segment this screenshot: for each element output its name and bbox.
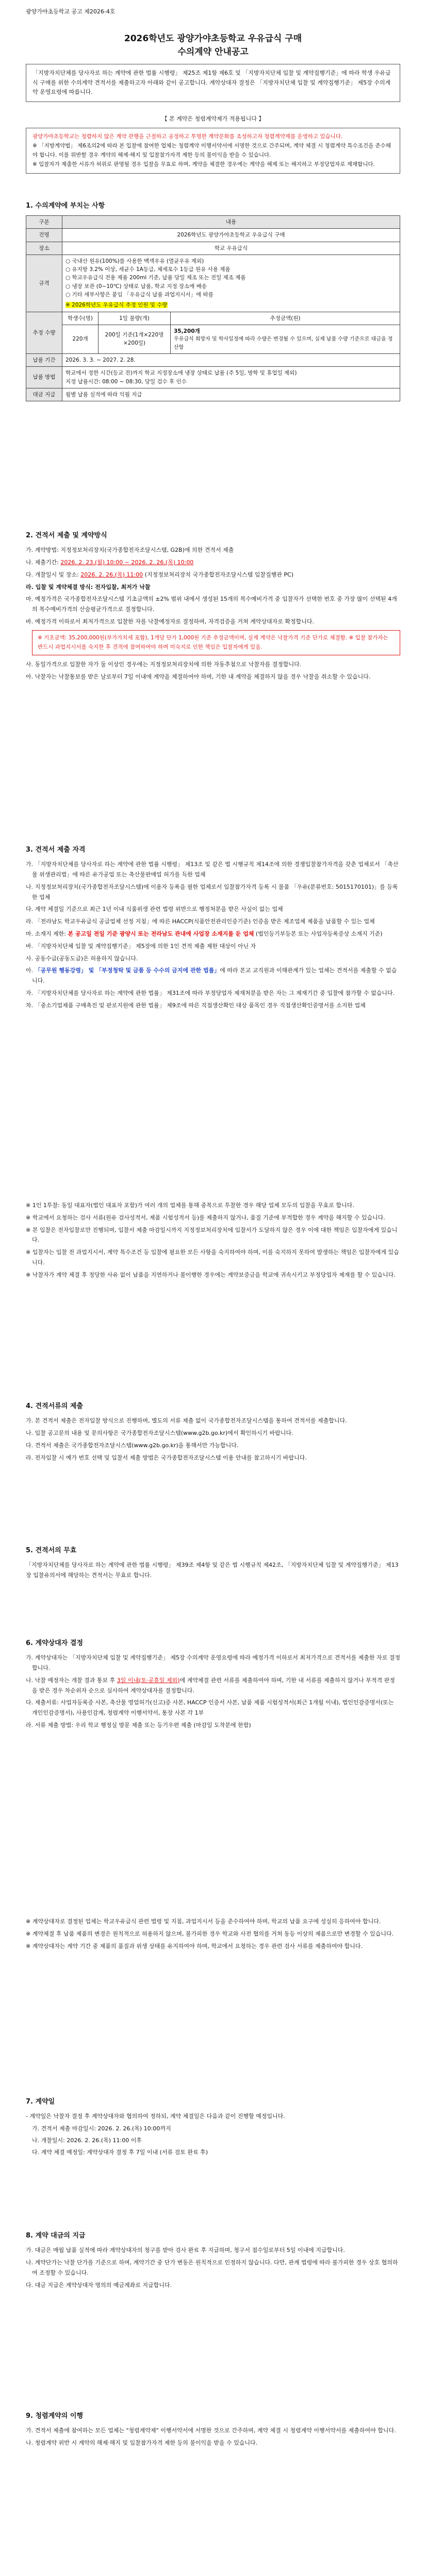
table-header: 내용 (62, 216, 400, 229)
paragraph (26, 965, 400, 986)
row-label: 납품 방법 (26, 367, 62, 388)
integrity-notice-box (26, 128, 400, 174)
paragraph: 나. 개찰일시: 2026. 2. 26.(목) 11:00 이후 (32, 2137, 142, 2144)
section-4 (26, 1401, 400, 1465)
paragraph: 다. 견적서 제출은 국가종합전자조달시스템(www.g2b.go.kr)을 통해서만 가능합니다. (26, 1442, 239, 1449)
paragraph: 가. 본 견적서 제출은 전자입찰 방식으로 진행하며, 별도의 서류 제출 없이 국가종합전자조달시스템을 통하여 견적서를 제출합니다. (26, 1417, 347, 1425)
section-7 (26, 2097, 400, 2159)
note: ※ 입찰자는 입찰 전 과업지시서, 계약 특수조건 등 입찰에 필요한 모든 사항을 숙지하여야 하며, 이를 숙지하지 못하여 발생하는 책임은 입찰자에게 있습니다. (26, 1249, 399, 1266)
delivery-method-line: 지정 납품시간: 08:00 ~ 08:30, 당일 검수 후 인수 (65, 378, 187, 385)
paragraph: 아. 낙찰자는 낙찰통보를 받은 날로부터 7일 이내에 계약을 체결하여야 하며, 기한 내 계약을 체결하지 않을 경우 낙찰을 취소할 수 있습니다. (26, 673, 371, 681)
note: ※ 계약상대자는 계약 기간 중 제품의 품질과 위생 상태를 유지하여야 하며, 학교에서 요청하는 경우 관련 검사 서류를 제출하여야 합니다. (26, 1942, 363, 1950)
paragraph: - 계약일은 낙찰자 결정 후 계약상대자와 협의하여 정하되, 계약 체결일은 다음과 같이 진행할 예정입니다. (26, 2113, 285, 2120)
section-title: 5. 견적서의 무효 (26, 1547, 77, 1554)
paragraph: 바. 예정가격 이하로서 최저가격으로 입찰한 자를 낙찰예정자로 결정하며, 자격검증을 거쳐 계약상대자로 확정합니다. (26, 618, 314, 625)
delivery-method (62, 367, 400, 388)
spec-line: ○ 국내산 원유(100%)를 사용한 백색우유 (멸균우유 제외) (65, 258, 204, 264)
section-title: 4. 견적서류의 제출 (26, 1402, 83, 1410)
ethics-law: 「공무원 행동강령」 및 「부정청탁 및 금품 등 수수의 금지에 관한 법률」 (35, 967, 220, 974)
section-6 (26, 1638, 400, 1733)
note: ※ 학교에서 요청하는 검사 서류(원유 검사성적서, 제품 시험성적서 등)를 제출하지 않거나, 품질 기준에 부적합한 경우 계약을 해지할 수 있습니다. (26, 1214, 385, 1221)
row-label: 장소 (26, 242, 62, 255)
announcement-number: 광양가야초등학교 공고 제2026-4호 (26, 8, 116, 15)
paragraph: 나. 입찰 공고문의 내용 및 문의사항은 국가종합전자조달시스템(www.g2b.go.kr)에서 확인하시기 바랍니다. (26, 1429, 293, 1436)
note: ※ 계약체결 후 납품 제품의 변경은 원칙적으로 허용하지 않으며, 불가피한 경우 학교와 사전 협의를 거쳐 동등 이상의 제품으로만 변경할 수 있습니다. (26, 1930, 394, 1937)
spec-cell (62, 255, 400, 312)
spec-line: ○ 학교우유급식 전용 제품 200ml 기준, 납품 당일 제조 또는 전일 제조 제품 (65, 275, 246, 281)
paragraph: 라. 서류 제출 방법: 우리 학교 행정실 방문 제출 또는 등기우편 제출 (마감일 도착분에 한함) (26, 1721, 251, 1728)
row-label: 추정 수량 (26, 312, 62, 354)
intro-box: 「지방자치단체를 당사자로 하는 계약에 관한 법률 시행령」 제25조 제1항 제6호 및 「지방자치단체 입찰 및 계약집행기준」에 따라 학생 우유급식 구매를 위한 수의계약 견적서를 제출하고자 아래와 같이 공고합니다. 계약상대자 결정은 「지방자치단체 입찰 및 계약집행기준」 제5장 수의계약 운영요령에 따릅니다. (26, 64, 400, 102)
qty-header: 1일 물량(개) (99, 312, 171, 325)
spec-line: ○ 유지방 3.2% 이상, 세균수 1A등급, 체세포수 1등급 원유 사용 제품 (65, 266, 231, 273)
label: (지정정보처리장치 국가종합전자조달시스템 입찰집행관 PC) (144, 571, 294, 578)
row-label: 규격 (26, 255, 62, 312)
section-1 (26, 201, 400, 401)
paragraph: 가. 견적서 제출에 참여하는 모든 업체는 "청렴계약제" 이행서약서에 서명한 것으로 간주하며, 계약 체결 시 청렴계약 이행서약서를 제출하여야 합니다. (26, 2427, 396, 2434)
section-title: 1. 수의계약에 부치는 사항 (26, 202, 105, 210)
section-title: 3. 견적서 제출 자격 (26, 846, 86, 854)
paragraph: 라. 「전라남도 학교우유급식 공급업체 선정 지침」에 따른 HACCP(식품안전관리인증기준) 인증을 받은 제조업체 제품을 납품할 수 있는 업체 (26, 918, 375, 925)
row-label: 건명 (26, 229, 62, 242)
label: 다. 개찰일시 및 장소: (26, 571, 79, 578)
section-8 (26, 2231, 400, 2292)
spec-line: ○ 기타 세부사항은 붙임 「우유급식 납품 과업지시서」에 따름 (65, 292, 214, 298)
submission-period: 2026. 2. 23.(월) 10:00 ~ 2026. 2. 26.(목) 10:00 (60, 558, 194, 566)
page-title (0, 32, 426, 59)
label: 에 계약체결 관련 서류를 제출하여야 하며, 기한 내 서류를 제출하지 않거나 부적격 판정을 받은 경우 차순위자 순으로 심사하여 계약상대자를 결정합니다. (32, 1676, 395, 1694)
bid-method: 라. 입찰 및 계약체결 방식: 전자입찰, 최저가 낙찰 (26, 583, 151, 590)
integrity-notice-line: ※ 「지방계약법」 제6조의2에 따라 본 입찰에 참여한 업체는 청렴계약 이행서약서에 서명한 것으로 간주되며, 계약 체결 시 청렴계약 특수조건을 준수해야 합니다. 이를 위반할 경우 계약의 해제·해지 및 입찰참가자격 제한 등의 불이익을 받을 수 있습니다. (32, 142, 391, 158)
qty-note: 우유급식 희망자 및 학사일정에 따라 수량은 변경될 수 있으며, 실제 납품 수량 기준으로 대금을 정산함 (174, 336, 393, 350)
note: ※ 본 입찰은 전자입찰로만 진행되며, 입찰서 제출 마감일시까지 지정정보처리장치에 입찰서가 도달하지 않은 경우 이에 대한 책임은 입찰자에게 있습니다. (26, 1226, 398, 1244)
contract-info-table (26, 215, 400, 401)
section-3-notes (26, 1200, 400, 1282)
integrity-notice-line: ※ 입찰자가 제출한 서류가 허위로 판명될 경우 입찰을 무효로 하며, 계약을 체결한 경우에는 계약을 해제 또는 해지하고 부정당업자로 제재합니다. (32, 161, 375, 167)
label: 나. 낙찰 예정자는 개찰 결과 통보 후 (26, 1676, 116, 1684)
payment-terms: 월별 납품 실적에 따라 익월 지급 (62, 388, 400, 401)
paragraph: 자. 「지방자치단체를 당사자로 하는 계약에 관한 법률」 제31조에 따라 부정당업자 제재처분을 받은 자는 그 제재기간 중 입찰에 참가할 수 없습니다. (26, 989, 395, 996)
paragraph: 바. 「지방자치단체 입찰 및 계약집행기준」 제5장에 의한 1인 견적 제출 제한 대상이 아닌 자 (26, 942, 256, 950)
delivery-period: 2026. 3. 3. ~ 2027. 2. 28. (62, 354, 400, 367)
note: ※ 낙찰자가 계약 체결 후 정당한 사유 없이 납품을 지연하거나 불이행한 경우에는 계약보증금을 학교에 귀속시키고 부정당업자 제재를 할 수 있습니다. (26, 1271, 396, 1278)
section-3 (26, 845, 400, 1013)
spec-line: ○ 냉장 보관 (0~10℃) 상태로 납품, 학교 지정 장소에 배송 (65, 283, 207, 290)
paragraph: 마. 예정가격은 국가종합전자조달시스템 기초금액의 ±2% 범위 내에서 생성된 15개의 복수예비가격 중 입찰자가 선택한 번호 중 가장 많이 선택된 4개의 복수예비가격의 산술평균가격으로 결정합니다. (26, 596, 397, 613)
row-label: 납품 기간 (26, 354, 62, 367)
qty-value (171, 325, 400, 353)
paragraph: 가. 「지방자치단체를 당사자로 하는 계약에 관한 법률 시행령」 제13조 및 같은 법 시행규칙 제14조에 의한 경쟁입찰참가자격을 갖춘 업체로서 「축산물 위생관리법」에 따른 유가공업 또는 축산물판매업 허가를 득한 업체 (26, 861, 399, 878)
paragraph: 사. 공동수급(공동도급)은 허용하지 않습니다. (26, 955, 138, 962)
section-title: 7. 계약일 (26, 2098, 55, 2106)
paragraph: 차. 「중소기업제품 구매촉진 및 판로지원에 관한 법률」 제9조에 따른 직접생산확인 대상 품목인 경우 직접생산확인증명서를 소지한 업체 (26, 1002, 366, 1009)
paragraph: 나. 지정정보처리장치(국가종합전자조달시스템)에 이용자 등록을 필한 업체로서 입찰참가자격 등록 시 물품 「우유(분류번호: 5015170101)」를 등록한 업체 (26, 883, 398, 901)
delivery-method-line: 학교에서 정한 시간(등교 전)까지 학교 지정장소에 냉장 상태로 납품 (주 5일, 방학 및 휴업일 제외) (65, 370, 297, 377)
label: 마. 소재지 제한: (26, 930, 66, 937)
paragraph: 가. 견적서 제출 마감일시: 2026. 2. 26.(목) 10:00까지 (32, 2125, 171, 2132)
paragraph: 다. 계약 체결일 기준으로 최근 1년 이내 식품위생 관련 법령 위반으로 행정처분을 받은 사실이 없는 업체 (26, 906, 283, 913)
document-deadline: 3일 이내(토·공휴일 제외) (117, 1676, 180, 1684)
integrity-notice-line: 광양가야초등학교는 청렴하지 않은 계약 관행을 근절하고 공정하고 투명한 계약문화를 조성하고자 청렴계약제를 운영하고 있습니다. (32, 133, 343, 140)
note: ※ 1인 1투찰: 동일 대표자(법인 대표자 포함)가 여러 개의 업체를 통해 중복으로 투찰한 경우 해당 업체 모두의 입찰을 무효로 합니다. (26, 1202, 354, 1209)
spec-highlight: ※ 2026학년도 우유급식 추정 인원 및 수량 (65, 302, 168, 309)
paragraph (26, 557, 400, 568)
paragraph: 가. 계약방법: 지정정보처리장치(국가종합전자조달시스템, G2B)에 의한 견적서 제출 (26, 547, 234, 554)
paragraph: 사. 동일가격으로 입찰한 자가 둘 이상인 경우에는 지정정보처리장치에 의한 자동추첨으로 낙찰자를 결정합니다. (26, 661, 302, 668)
paragraph: 나. 청렴계약 위반 시 계약의 해제·해지 및 입찰참가자격 제한 등의 불이익을 받을 수 있습니다. (26, 2439, 258, 2446)
section-title: 6. 계약상대자 결정 (26, 1639, 83, 1647)
qty-header: 학생수(명) (62, 312, 99, 325)
row-label: 대금 지급 (26, 388, 62, 401)
title-line-2: 수의계약 안내공고 (177, 47, 249, 58)
qty-value: 220개 (62, 325, 99, 353)
section-title: 2. 견적서 제출 및 계약방식 (26, 532, 107, 539)
paragraph (26, 1675, 400, 1696)
title-line-1: 2026학년도 광양가야초등학교 우유급식 구매 (124, 33, 302, 44)
section-title: 8. 계약 대금의 지급 (26, 2232, 86, 2240)
base-price-notice: ※ 기초금액: 35,200,000원(부가가치세 포함), 1개당 단가 1,000원 기준 추정금액이며, 실제 계약은 낙찰가격 기준 단가로 체결함. ※ 입찰 참가자는 반드시 과업지시서를 숙지한 후 견적에 참여하여야 하며 미숙지로 인한 책임은 입찰자에게 있음. (32, 630, 400, 656)
qty-header: 추정금액(원) (171, 312, 400, 325)
integrity-notice-heading: 【 본 계약은 청렴계약제가 적용됩니다 】 (161, 115, 265, 122)
paragraph: 가. 계약상대자는 「지방자치단체 입찰 및 계약집행기준」 제5장 수의계약 운영요령에 따라 예정가격 이하로서 최저가격으로 견적서를 제출한 자로 결정합니다. (26, 1654, 400, 1671)
contract-name: 2026학년도 광양가야초등학교 우유급식 구매 (62, 229, 400, 242)
paragraph: 다. 제출서류: 사업자등록증 사본, 축산물 영업허가(신고)증 사본, HACCP 인증서 사본, 납품 제품 시험성적서(최근 1개월 이내), 법인인감증명서(또는 개인인감증명서), 사용인감계, 청렴계약 이행서약서, 통장 사본 각 1부 (26, 1699, 394, 1717)
paragraph: 다. 대금 지급은 계약상대자 명의의 예금계좌로 지급합니다. (26, 2281, 172, 2289)
opening-date: 2026. 2. 26.(목) 11:00 (80, 571, 143, 578)
paragraph: 가. 대금은 매월 납품 실적에 따라 계약상대자의 청구를 받아 검사 완료 후 지급하며, 청구서 접수일로부터 5일 이내에 지급합니다. (26, 2247, 345, 2254)
qty-value: 200일 기준(1개×220명×200일) (99, 325, 171, 353)
paragraph: 나. 계약단가는 낙찰 단가를 기준으로 하며, 계약기간 중 단가 변동은 원칙적으로 인정하지 않습니다. 다만, 관계 법령에 따라 불가피한 경우 상호 협의하여 조정할 수 있습니다. (26, 2259, 398, 2276)
paragraph: 다. 계약 체결 예정일: 계약상대자 결정 후 7일 이내 (서류 검토 완료 후) (32, 2148, 208, 2156)
paragraph (26, 929, 400, 939)
label: (법인등기부등본 또는 사업자등록증상 소재지 기준) (255, 930, 383, 937)
section-title: 9. 청렴계약의 이행 (26, 2412, 83, 2420)
paragraph: 「지방자치단체를 당사자로 하는 계약에 관한 법률 시행령」 제39조 제4항 및 같은 법 시행규칙 제42조, 「지방자치단체 입찰 및 계약집행기준」 제13장 입찰유의서에 해당하는 견적서는 무효로 합니다. (26, 1562, 399, 1579)
table-header: 구분 (26, 216, 62, 229)
label: 아. (26, 967, 34, 974)
section-6-notes (26, 1917, 400, 1953)
label: 에 따라 본교 교직원과 이해관계가 있는 업체는 견적서를 제출할 수 없습니다. (32, 967, 397, 985)
qty-total: 35,200개 (174, 328, 200, 334)
paragraph (26, 570, 400, 580)
location-restriction: 본 공고일 전일 기준 광양시 또는 전라남도 관내에 사업장 소재지를 둔 업체 (68, 930, 254, 937)
section-2 (26, 531, 400, 684)
note: ※ 계약상대자로 결정된 업체는 학교우유급식 관련 법령 및 지침, 과업지시서 등을 준수하여야 하며, 학교의 납품 요구에 성실히 응하여야 합니다. (26, 1918, 381, 1925)
section-9 (26, 2411, 400, 2450)
paragraph (26, 582, 400, 592)
section-5 (26, 1546, 400, 1583)
contract-place: 학교 우유급식 (62, 242, 400, 255)
label: 나. 제출기간: (26, 558, 59, 566)
paragraph: 라. 전자입찰 시 예가 번호 선택 및 입찰서 제출 방법은 국가종합전자조달시스템 이용 안내를 참고하시기 바랍니다. (26, 1454, 307, 1461)
